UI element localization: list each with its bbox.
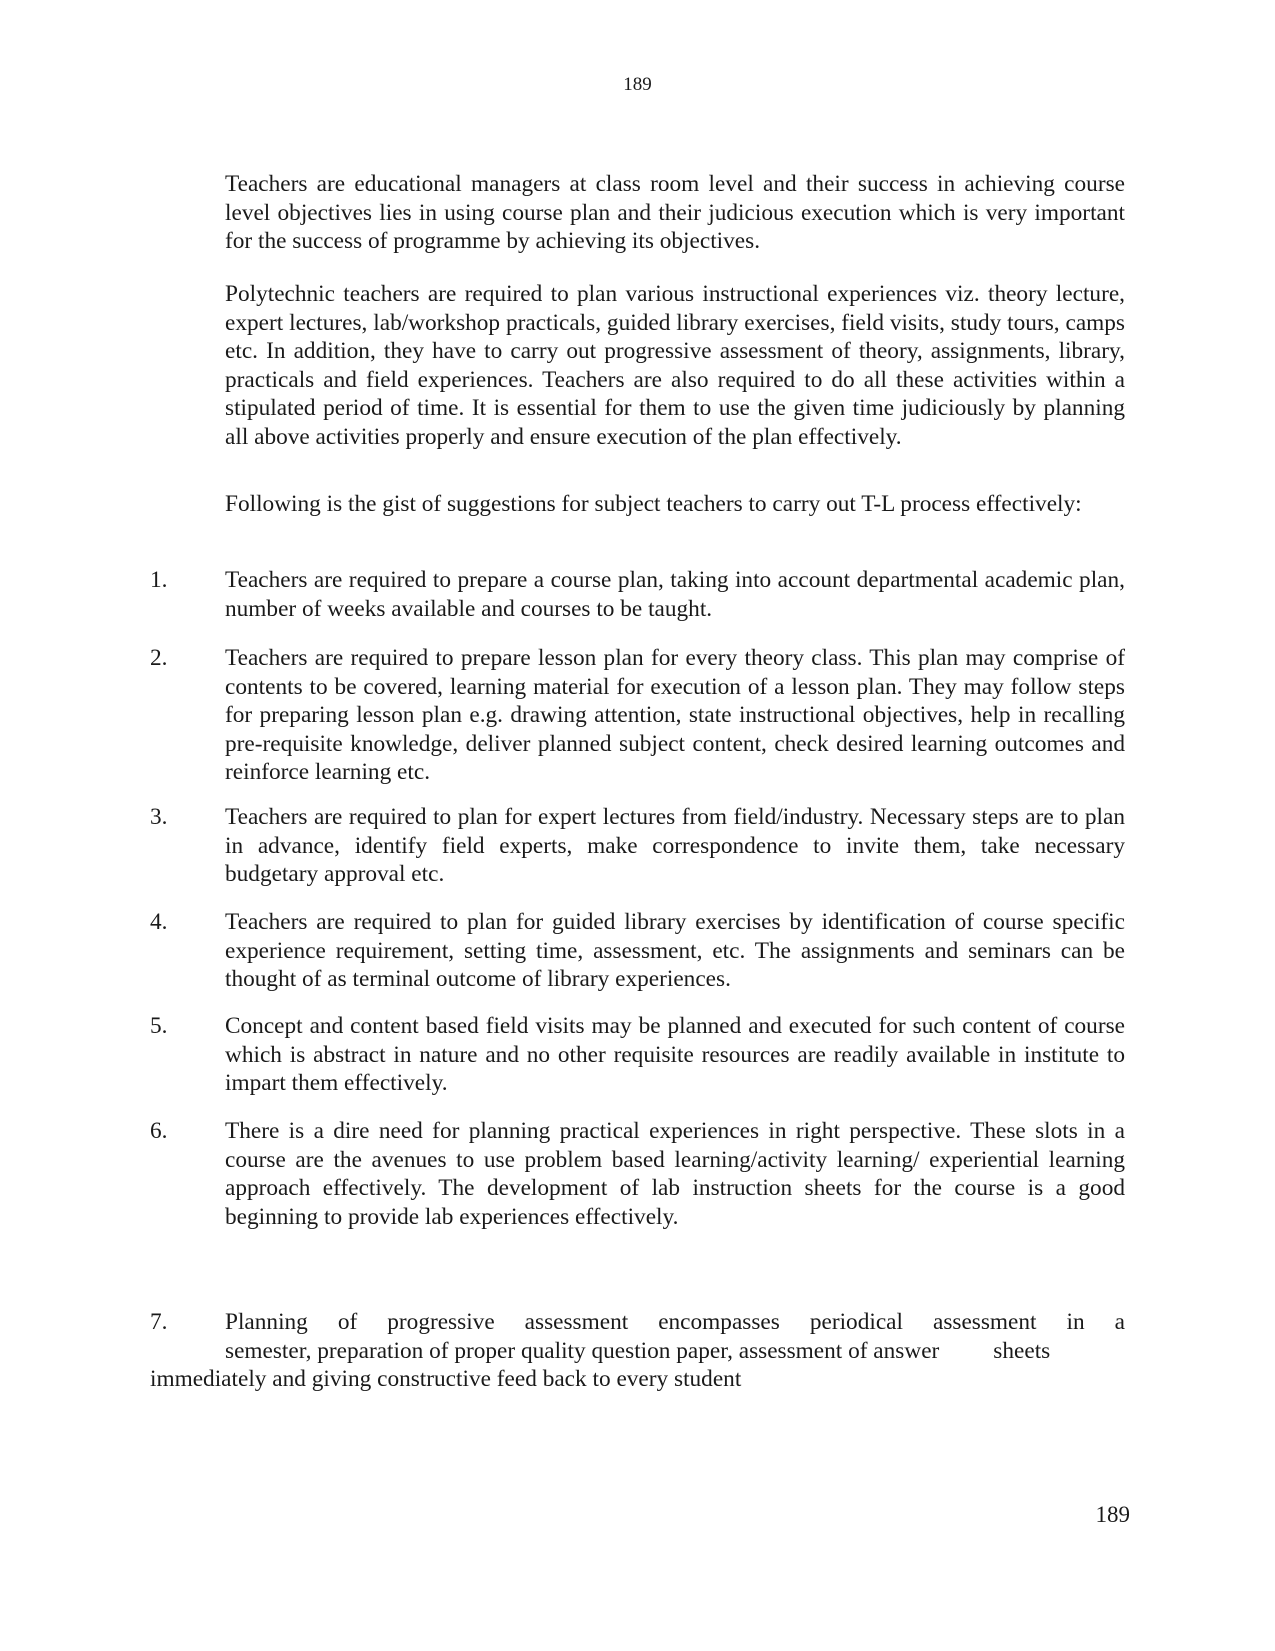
list-item <box>150 908 1125 994</box>
list-item-7-line2-text: semester, preparation of proper quality question paper, assessment of answer <box>225 1337 940 1364</box>
list-item <box>150 1117 1125 1231</box>
list-item-7-line1-text: Planning of progressive assessment encompasses periodical assessment in a <box>225 1309 1125 1335</box>
list-item-7-line2 <box>225 1337 1125 1366</box>
list-item-text: Teachers are required to plan for expert lectures from field/industry. Necessary steps are to plan in advance, identify field experts, make correspondence to invite them, take necessary budgetary approval etc. <box>225 804 1125 888</box>
list-item-text: There is a dire need for planning practical experiences in right perspective. These slots in a course are the avenues to use problem based learning/activity learning/ experiential learning approach effectively. The development of lab instruction sheets for the course is a good beginning to provide lab experiences effectively. <box>225 1118 1125 1230</box>
list-item-text: Teachers are required to prepare lesson plan for every theory class. This plan may comprise of contents to be covered, learning material for execution of a lesson plan. They may follow steps for preparing lesson plan e.g. drawing attention, state instructional objectives, help in recalling pre-requisite knowledge, deliver planned subject content, check desired learning outcomes and reinforce learning etc. <box>225 645 1125 786</box>
list-item-text: Concept and content based field visits may be planned and executed for such content of course which is abstract in nature and no other requisite resources are readily available in institute to impart them effectively. <box>225 1013 1125 1097</box>
paragraph-intro: Teachers are educational managers at class room level and their success in achieving course level objectives lies in using course plan and their judicious execution which is very important for the success of programme by achieving its objectives. <box>225 171 1125 255</box>
list-item-number: 7. <box>150 1309 168 1335</box>
page-number-bottom: 189 <box>1095 1502 1130 1527</box>
list-item-7-line2-end: sheets <box>993 1337 1051 1364</box>
list-item <box>150 1012 1125 1098</box>
page-number-top: 189 <box>623 74 652 95</box>
list-item-number: 4. <box>150 909 168 935</box>
list-item-7-line1 <box>150 1308 1125 1337</box>
list-item <box>150 566 1125 623</box>
list-item <box>150 803 1125 889</box>
list-item-number: 6. <box>150 1118 168 1144</box>
list-item-7-line3: immediately and giving constructive feed back to every student <box>150 1366 742 1393</box>
paragraph-polytechnic: Polytechnic teachers are required to plan various instructional experiences viz. theory lecture, expert lectures, lab/workshop practicals, guided library exercises, field visits, study tours, camps etc. In addition, they have to carry out progressive assessment of theory, assignments, library, practicals and field experiences. Teachers are also required to do all these activities within a stipulated period of time. It is essential for them to use the given time judiciously by planning all above activities properly and ensure execution of the plan effectively. <box>225 281 1125 450</box>
list-item-7 <box>150 1308 1125 1394</box>
list-item <box>150 644 1125 787</box>
list-item-number: 5. <box>150 1013 168 1039</box>
list-item-text: Teachers are required to plan for guided library exercises by identification of course specific experience requirement, setting time, assessment, etc. The assignments and seminars can be thought of as terminal outcome of library experiences. <box>225 909 1125 993</box>
paragraph-gist: Following is the gist of suggestions for subject teachers to carry out T-L process effectively: <box>225 491 1082 517</box>
list-item-text: Teachers are required to prepare a course plan, taking into account departmental academic plan, number of weeks available and courses to be taught. <box>225 567 1125 622</box>
list-item-number: 2. <box>150 645 168 671</box>
list-item-number: 3. <box>150 804 168 830</box>
list-item-number: 1. <box>150 567 168 593</box>
